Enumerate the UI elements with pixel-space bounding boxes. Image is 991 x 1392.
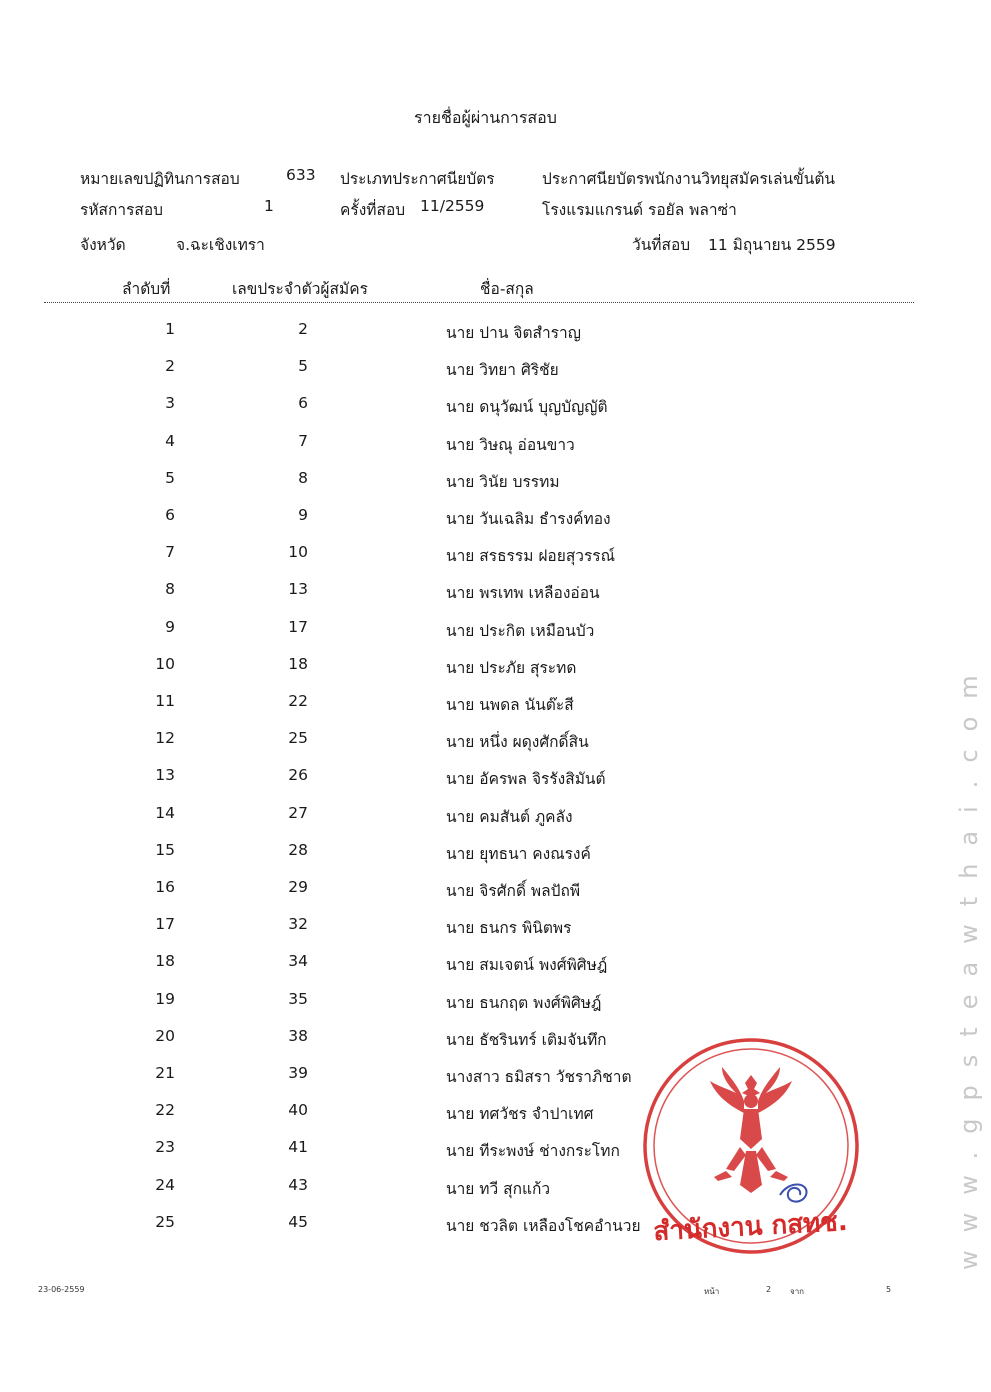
applicant-id: 38	[288, 1026, 308, 1045]
table-row	[0, 543, 991, 580]
applicant-id: 9	[298, 506, 308, 524]
applicant-id: 28	[288, 840, 308, 859]
row-number: 25	[155, 1212, 175, 1231]
table-row	[0, 320, 991, 357]
applicant-name: นาย วิษณุ อ่อนขาว	[446, 435, 575, 454]
applicant-id: 13	[288, 580, 308, 599]
header-divider	[44, 302, 914, 303]
row-number: 3	[165, 394, 175, 413]
applicant-name: นาย สมเจตน์ พงศ์พิศิษฎ์	[446, 956, 608, 975]
applicant-id: 26	[288, 766, 308, 785]
page-title: รายชื่อผู้ผ่านการสอบ	[414, 108, 557, 127]
website-watermark: www.gpsteawthai.com	[955, 657, 983, 1270]
applicant-id: 34	[288, 952, 308, 971]
applicant-name: นาย ทวี สุกแก้ว	[446, 1179, 551, 1198]
province-value: จ.ฉะเชิงเทรา	[176, 236, 265, 254]
page-label: หน้า	[704, 1287, 720, 1296]
row-number: 13	[155, 766, 175, 785]
table-row	[0, 766, 991, 803]
row-number: 7	[165, 543, 175, 562]
applicant-name: นาย ประภัย สุระทด	[446, 658, 577, 677]
page-current: 2	[766, 1285, 772, 1294]
applicant-name: นาย วินัย บรรทม	[446, 472, 560, 491]
stamp-text: สำนักงาน กสทช.	[652, 1206, 849, 1248]
date-label: วันที่สอบ	[632, 236, 691, 254]
signature-swirl	[780, 1184, 807, 1201]
table-row	[0, 841, 991, 878]
row-number: 15	[155, 840, 175, 859]
applicant-name: นาย ดนุวัฒน์ บุญบัญญัติ	[446, 398, 608, 417]
calendar-label: หมายเลขปฏิทินการสอบ	[80, 170, 240, 188]
applicant-name: นาย พรเทพ เหลืองอ่อน	[446, 584, 600, 603]
applicant-name: นาย ทศวัชร จำปาเทศ	[446, 1105, 594, 1124]
applicant-id: 27	[288, 803, 308, 822]
exam-code-label: รหัสการสอบ	[80, 201, 164, 219]
row-number: 23	[155, 1138, 175, 1157]
applicant-id: 10	[288, 543, 308, 562]
applicant-name: นาย วันเฉลิม ธำรงค์ทอง	[446, 510, 611, 528]
applicant-name: นาย จิรศักดิ์ พลปัถพี	[446, 882, 581, 900]
page-total: 5	[886, 1285, 892, 1294]
calendar-value: 633	[286, 166, 316, 184]
table-row	[0, 506, 991, 543]
applicant-name: นางสาว ธมิสรา วัชราภิชาต	[446, 1068, 632, 1086]
row-number: 16	[155, 878, 175, 896]
table-row	[0, 990, 991, 1027]
applicant-id: 7	[298, 431, 308, 450]
applicant-name: นาย สรธรรม ฝอยสุวรรณ์	[446, 547, 616, 566]
applicant-name: นาย ทีระพงษ์ ช่างกระโทก	[446, 1142, 620, 1161]
venue: โรงแรมแกรนด์ รอยัล พลาซ่า	[542, 201, 737, 219]
applicant-id: 25	[288, 729, 308, 748]
cert-type-label: ประเภทประกาศนียบัตร	[340, 170, 495, 188]
row-number: 24	[155, 1175, 175, 1194]
applicant-id: 22	[288, 692, 308, 710]
table-row	[0, 357, 991, 394]
row-number: 11	[155, 692, 175, 710]
column-header-name: ชื่อ-สกุล	[480, 280, 534, 298]
applicant-name: นาย ธัชรินทร์ เติมจันทึก	[446, 1030, 607, 1049]
applicant-name: นาย วิทยา ศิริชัย	[446, 361, 559, 380]
table-row	[0, 692, 991, 729]
table-row	[0, 878, 991, 915]
row-number: 12	[155, 729, 175, 748]
applicant-name: นาย ธนกฤต พงศ์พิศิษฎ์	[446, 993, 602, 1012]
column-header-applicant-id: เลขประจำตัวผู้สมัคร	[232, 280, 368, 298]
row-number: 8	[165, 580, 175, 599]
applicant-id: 18	[288, 654, 308, 673]
row-number: 4	[165, 431, 175, 450]
applicant-id: 32	[288, 915, 308, 934]
applicant-name: นาย นพดล นันต๊ะสี	[446, 696, 574, 714]
applicant-id: 41	[288, 1138, 308, 1157]
table-row	[0, 618, 991, 655]
row-number: 22	[155, 1101, 175, 1120]
table-row	[0, 952, 991, 989]
row-number: 10	[155, 654, 175, 673]
applicant-name: นาย ประกิต เหมือนบัว	[446, 621, 595, 640]
row-number: 19	[155, 989, 175, 1008]
table-row	[0, 432, 991, 469]
table-row	[0, 469, 991, 506]
row-number: 14	[155, 803, 175, 822]
row-number: 20	[155, 1026, 175, 1045]
applicant-id: 2	[298, 320, 308, 338]
table-row	[0, 394, 991, 431]
row-number: 5	[165, 468, 175, 487]
exam-code-value: 1	[264, 197, 274, 215]
column-header-no: ลำดับที่	[122, 280, 171, 298]
official-stamp	[640, 1035, 862, 1257]
applicant-name: นาย ธนกร พินิตพร	[446, 919, 572, 938]
round-label: ครั้งที่สอบ	[340, 201, 406, 219]
row-number: 2	[165, 357, 175, 376]
applicant-name: นาย อัครพล จิรรังสิมันต์	[446, 770, 606, 789]
applicant-name: นาย คมสันต์ ภูคลัง	[446, 807, 573, 826]
table-row	[0, 580, 991, 617]
applicant-id: 29	[288, 878, 308, 896]
table-row	[0, 655, 991, 692]
round-value: 11/2559	[420, 197, 485, 215]
applicant-id: 5	[298, 357, 308, 376]
applicant-id: 40	[288, 1101, 308, 1120]
applicant-name: นาย ชวลิต เหลืองโชคอำนวย	[446, 1216, 641, 1235]
cert-type-value: ประกาศนียบัตรพนักงานวิทยุสมัครเล่นขั้นต้น	[542, 170, 836, 188]
print-date: 23-06-2559	[38, 1285, 85, 1294]
applicant-id: 6	[298, 394, 308, 413]
applicant-id: 17	[288, 617, 308, 636]
province-label: จังหวัด	[80, 236, 126, 254]
garuda-emblem-icon	[710, 1067, 792, 1193]
applicant-name: นาย หนึ่ง ผดุงศักดิ์สิน	[446, 733, 589, 752]
of-label: จาก	[790, 1287, 805, 1296]
applicant-id: 8	[298, 468, 308, 487]
applicant-id: 39	[288, 1064, 308, 1082]
row-number: 1	[165, 320, 175, 338]
row-number: 17	[155, 915, 175, 934]
table-row	[0, 729, 991, 766]
row-number: 9	[165, 617, 175, 636]
date-value: 11 มิถุนายน 2559	[708, 236, 836, 254]
applicant-name: นาย ปาน จิตสำราญ	[446, 324, 581, 342]
row-number: 18	[155, 952, 175, 971]
row-number: 6	[165, 506, 175, 524]
applicant-id: 35	[288, 989, 308, 1008]
applicant-name: นาย ยุทธนา คงณรงค์	[446, 844, 591, 863]
applicant-id: 45	[288, 1212, 308, 1231]
table-row	[0, 804, 991, 841]
row-number: 21	[155, 1064, 175, 1082]
table-row	[0, 915, 991, 952]
applicant-id: 43	[288, 1175, 308, 1194]
